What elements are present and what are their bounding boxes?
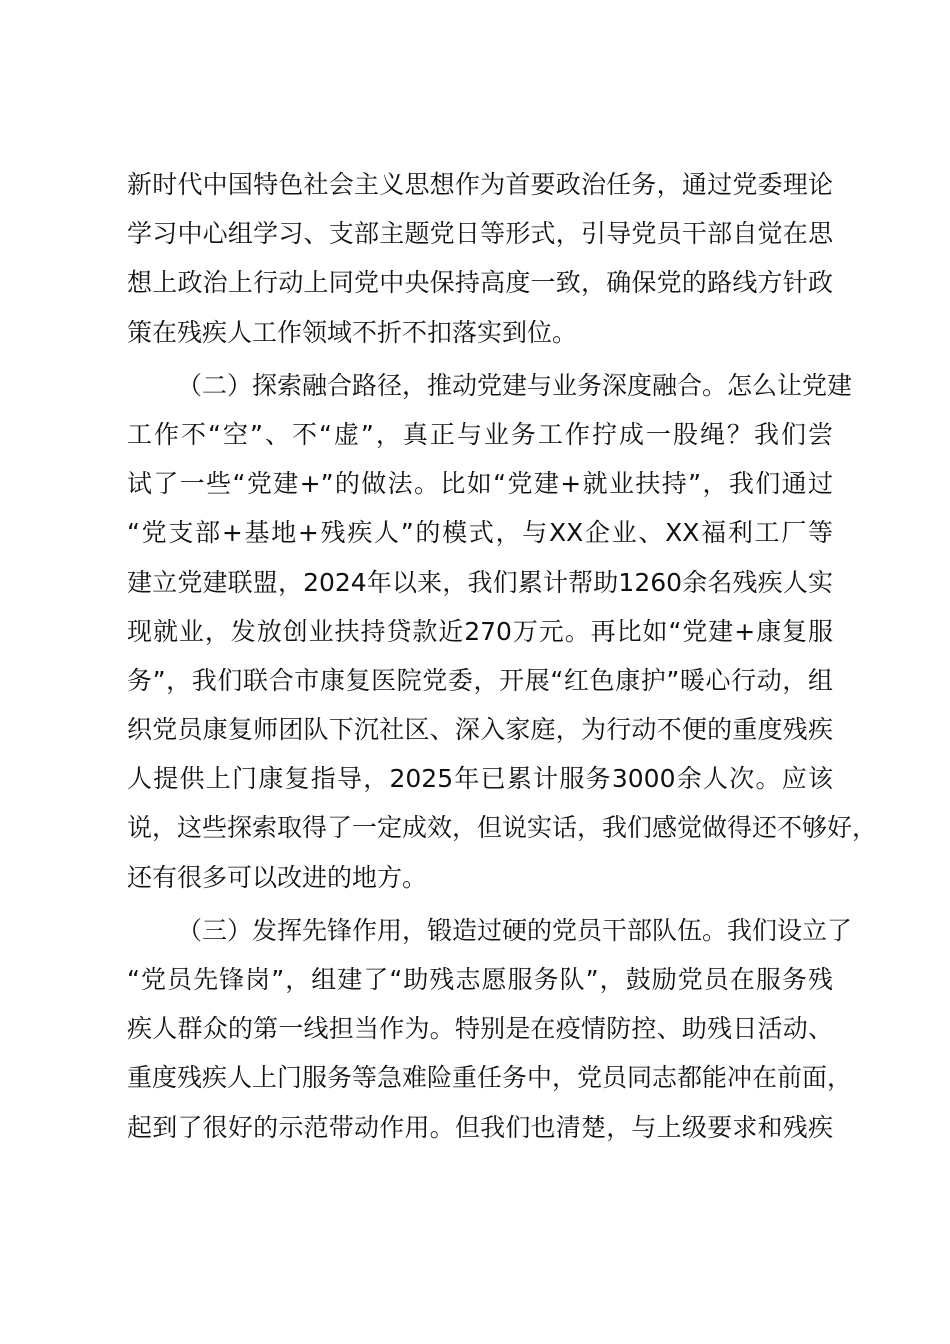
paragraph-line: 起到了很好的示范带动作用。但我们也清楚，与上级要求和残疾 xyxy=(127,1112,833,1142)
paragraph-line: （三）发挥先锋作用，锻造过硬的党员干部队伍。我们设立了 xyxy=(177,915,853,945)
paragraph-line: 新时代中国特色社会主义思想作为首要政治任务，通过党委理论 xyxy=(127,170,833,199)
paragraph-line: 说，这些探索取得了一定成效，但说实话，我们感觉做得还不够好， xyxy=(127,813,878,843)
paragraph-2 xyxy=(127,361,878,902)
paragraph-line: 人提供上门康复指导，2025年已累计服务3000余人次。应该 xyxy=(127,764,833,794)
paragraph-line: 还有很多可以改进的地方。 xyxy=(127,862,428,892)
paragraph-line: 建立党建联盟，2024年以来，我们累计帮助1260余名残疾人实 xyxy=(127,567,833,597)
paragraph-line: 疾人群众的第一线担当作为。特别是在疫情防控、助残日活动、 xyxy=(127,1014,833,1044)
paragraph-line: 策在残疾人工作领域不折不扣落实到位。 xyxy=(127,317,578,347)
paragraph-line: 试了一些“党建+”的做法。比如“党建+就业扶持”，我们通过 xyxy=(127,469,833,499)
paragraph-3 xyxy=(127,906,853,1152)
document-body xyxy=(127,160,878,1152)
paragraph-line: 学习中心组学习、支部主题党日等形式，引导党员干部自觉在思 xyxy=(127,219,833,249)
paragraph-line: 重度残疾人上门服务等急难险重任务中，党员同志都能冲在前面， xyxy=(127,1063,853,1093)
paragraph-line: 想上政治上行动上同党中央保持高度一致，确保党的路线方针政 xyxy=(127,268,833,298)
paragraph-line: 工作不“空”、不“虚”，真正与业务工作拧成一股绳？我们尝 xyxy=(127,419,833,449)
paragraph-line: “党支部+基地+残疾人”的模式，与XX企业、XX福利工厂等 xyxy=(127,518,833,548)
paragraph-line: 织党员康复师团队下沉社区、深入家庭，为行动不便的重度残疾 xyxy=(127,715,833,745)
paragraph-line: 务”，我们联合市康复医院党委，开展“红色康护”暖心行动，组 xyxy=(127,665,833,695)
paragraph-line: “党员先锋岗”，组建了“助残志愿服务队”，鼓励党员在服务残 xyxy=(127,965,833,994)
paragraph-line: 现就业，发放创业扶持贷款近270万元。再比如“党建+康复服 xyxy=(127,616,833,646)
paragraph-1 xyxy=(127,160,833,357)
paragraph-line: （二）探索融合路径，推动党建与业务深度融合。怎么让党建 xyxy=(177,370,853,400)
